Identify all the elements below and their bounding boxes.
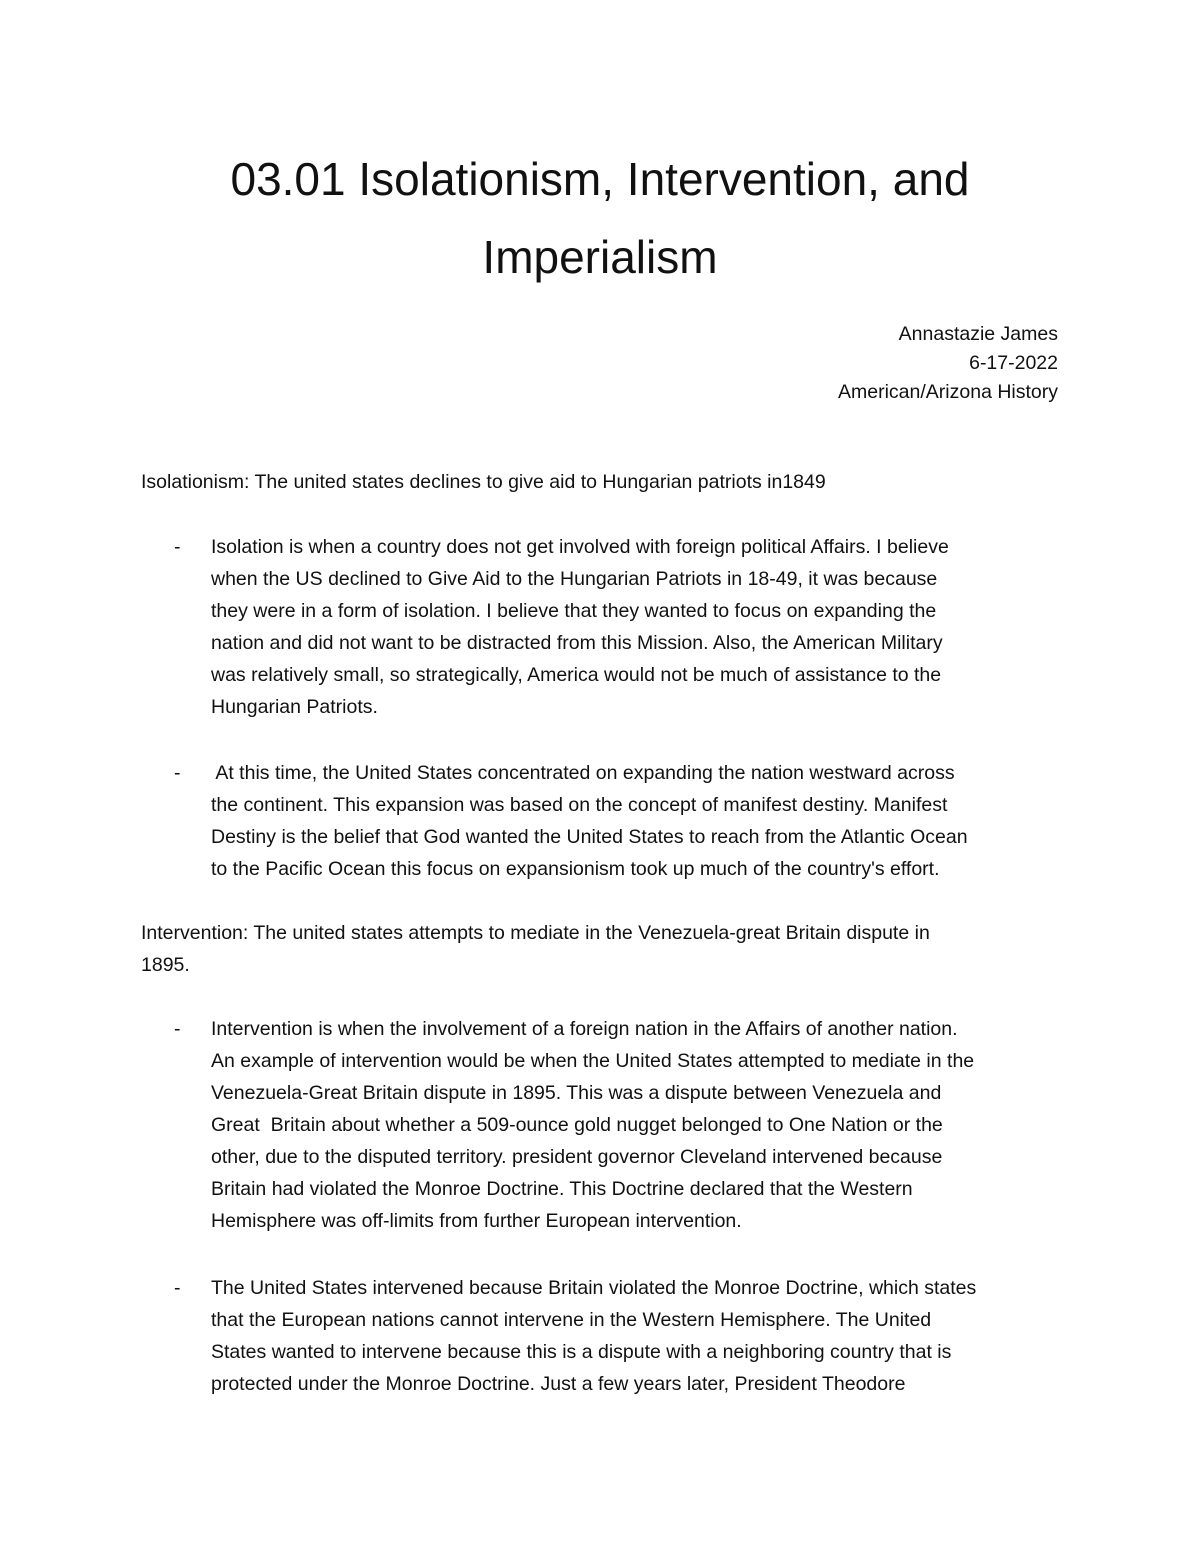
bullet-text xyxy=(211,757,1061,885)
intervention-heading xyxy=(141,917,1061,981)
text-line: they were in a form of isolation. I believe that they wanted to focus on expanding the xyxy=(211,600,937,622)
heading-line: Intervention: The united states attempts to mediate in the Venezuela-great Britain dispute in xyxy=(141,922,930,944)
bullet-marker: - xyxy=(174,762,181,784)
title-line-2: Imperialism xyxy=(482,231,718,283)
bullet-marker: - xyxy=(174,536,181,558)
bullet-text xyxy=(211,531,1061,723)
author-block xyxy=(838,320,1058,407)
text-line: protected under the Monroe Doctrine. Just a few years later, President Theodore xyxy=(211,1373,906,1395)
text-line: that the European nations cannot intervene in the Western Hemisphere. The United xyxy=(211,1309,932,1331)
bullet-marker: - xyxy=(174,1018,181,1040)
course-name: American/Arizona History xyxy=(838,381,1058,403)
text-line: the continent. This expansion was based on the concept of manifest destiny. Manifest xyxy=(211,794,948,816)
heading-line: 1895. xyxy=(141,954,190,976)
text-line: States wanted to intervene because this is a dispute with a neighboring country that is xyxy=(211,1341,952,1363)
title-line-1: 03.01 Isolationism, Intervention, and xyxy=(230,153,970,205)
text-line: when the US declined to Give Aid to the Hungarian Patriots in 18-49, it was because xyxy=(211,568,938,590)
text-line: Venezuela-Great Britain dispute in 1895. This was a dispute between Venezuela and xyxy=(211,1082,942,1104)
text-line: other, due to the disputed territory. president governor Cleveland intervened because xyxy=(211,1146,943,1168)
document-date: 6-17-2022 xyxy=(969,352,1058,374)
bullet-text xyxy=(211,1013,1061,1237)
text-line: Britain had violated the Monroe Doctrine. This Doctrine declared that the Western xyxy=(211,1178,913,1200)
author-name: Annastazie James xyxy=(898,323,1058,345)
text-line: Intervention is when the involvement of a foreign nation in the Affairs of another nation. xyxy=(211,1018,958,1040)
text-line: Destiny is the belief that God wanted the United States to reach from the Atlantic Ocean xyxy=(211,826,968,848)
isolationism-heading: Isolationism: The united states declines to give aid to Hungarian patriots in1849 xyxy=(141,471,826,493)
bullet-text xyxy=(211,1272,1061,1400)
text-line: The United States intervened because Britain violated the Monroe Doctrine, which states xyxy=(211,1277,977,1299)
text-line: Hemisphere was off-limits from further European intervention. xyxy=(211,1210,742,1232)
text-line: Isolation is when a country does not get involved with foreign political Affairs. I believe xyxy=(211,536,949,558)
text-line: nation and did not want to be distracted from this Mission. Also, the American Military xyxy=(211,632,943,654)
text-line: to the Pacific Ocean this focus on expansionism took up much of the country's effort. xyxy=(211,858,940,880)
text-line: At this time, the United States concentrated on expanding the nation westward across xyxy=(211,762,955,784)
bullet-marker: - xyxy=(174,1277,181,1299)
document-title xyxy=(140,140,1060,296)
text-line: Hungarian Patriots. xyxy=(211,696,378,718)
text-line: Great Britain about whether a 509-ounce gold nugget belonged to One Nation or the xyxy=(211,1114,943,1136)
text-line: An example of intervention would be when the United States attempted to mediate in the xyxy=(211,1050,975,1072)
text-line: was relatively small, so strategically, America would not be much of assistance to the xyxy=(211,664,942,686)
